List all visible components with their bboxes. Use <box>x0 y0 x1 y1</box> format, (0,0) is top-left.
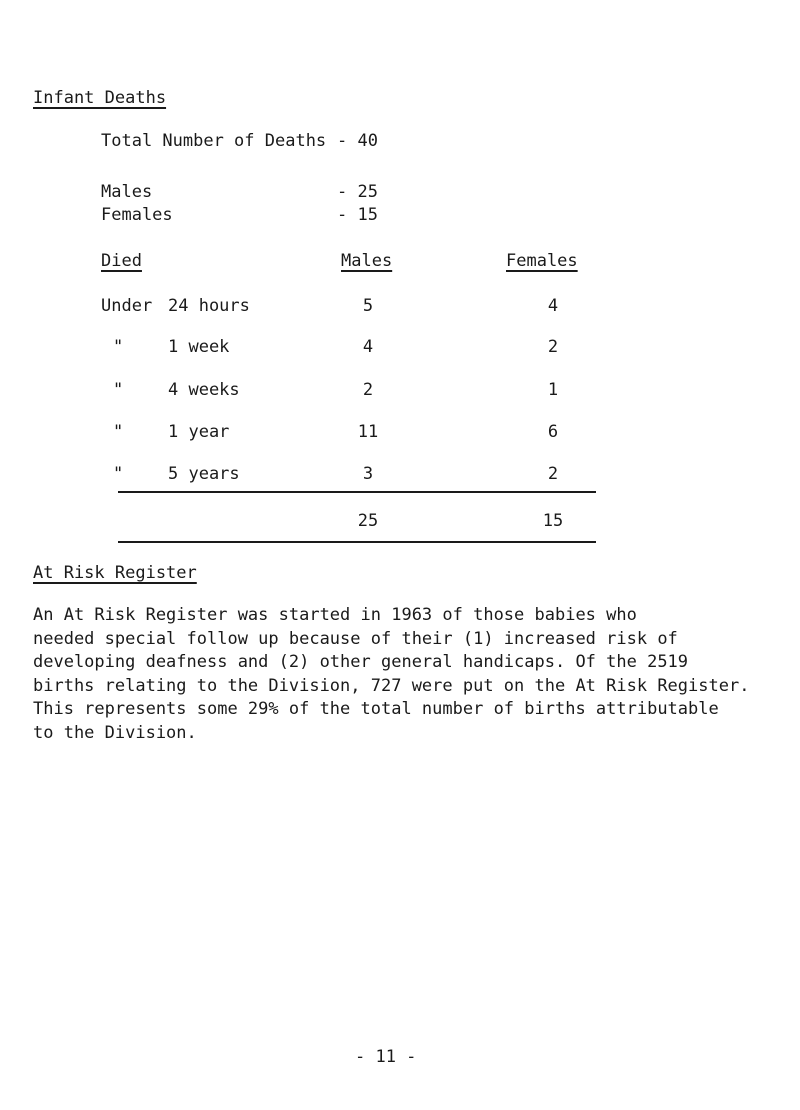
row-females: 2 <box>547 464 559 484</box>
females-value: - 15 <box>337 205 378 225</box>
row-period: 24 hours <box>168 296 250 316</box>
total-deaths-value: - 40 <box>337 131 378 151</box>
row-males: 2 <box>362 380 374 400</box>
males-value: - 25 <box>337 182 378 202</box>
row-males: 5 <box>362 296 374 316</box>
row-males: 3 <box>362 464 374 484</box>
females-label: Females <box>101 205 173 225</box>
totals-bottom-rule <box>118 541 596 543</box>
at-risk-paragraph: An At Risk Register was started in 1963 of those babies who needed special follow up because of their (1) increased risk of developing deafness and (2) other general handicaps. Of the 2519 births relating to the Division, 727 were put on the At Risk Register. This represents some 29% of the total number of births attributable to the Division. <box>33 605 750 743</box>
row-prefix: " <box>113 422 124 442</box>
row-prefix: " <box>113 380 124 400</box>
males-label: Males <box>101 182 153 202</box>
row-prefix: " <box>113 464 124 484</box>
col-header-died: Died <box>101 251 142 271</box>
row-females: 6 <box>547 422 559 442</box>
row-females: 1 <box>547 380 559 400</box>
at-risk-heading: At Risk Register <box>33 563 197 583</box>
col-header-females: Females <box>506 251 578 271</box>
row-females: 4 <box>547 296 559 316</box>
row-prefix: " <box>113 337 124 357</box>
row-period: 1 week <box>168 337 230 357</box>
row-period: 1 year <box>168 422 230 442</box>
row-period: 5 years <box>168 464 240 484</box>
row-period: 4 weeks <box>168 380 240 400</box>
total-deaths-label: Total Number of Deaths <box>101 131 327 151</box>
row-males: 4 <box>362 337 374 357</box>
page-number: - 11 - <box>355 1047 417 1067</box>
col-header-males: Males <box>341 251 393 271</box>
row-females: 2 <box>547 337 559 357</box>
infant-deaths-heading: Infant Deaths <box>33 88 167 108</box>
totals-top-rule <box>118 491 596 493</box>
row-prefix: Under <box>101 296 153 316</box>
row-males: 11 <box>357 422 379 442</box>
total-females: 15 <box>542 511 564 531</box>
total-males: 25 <box>357 511 379 531</box>
